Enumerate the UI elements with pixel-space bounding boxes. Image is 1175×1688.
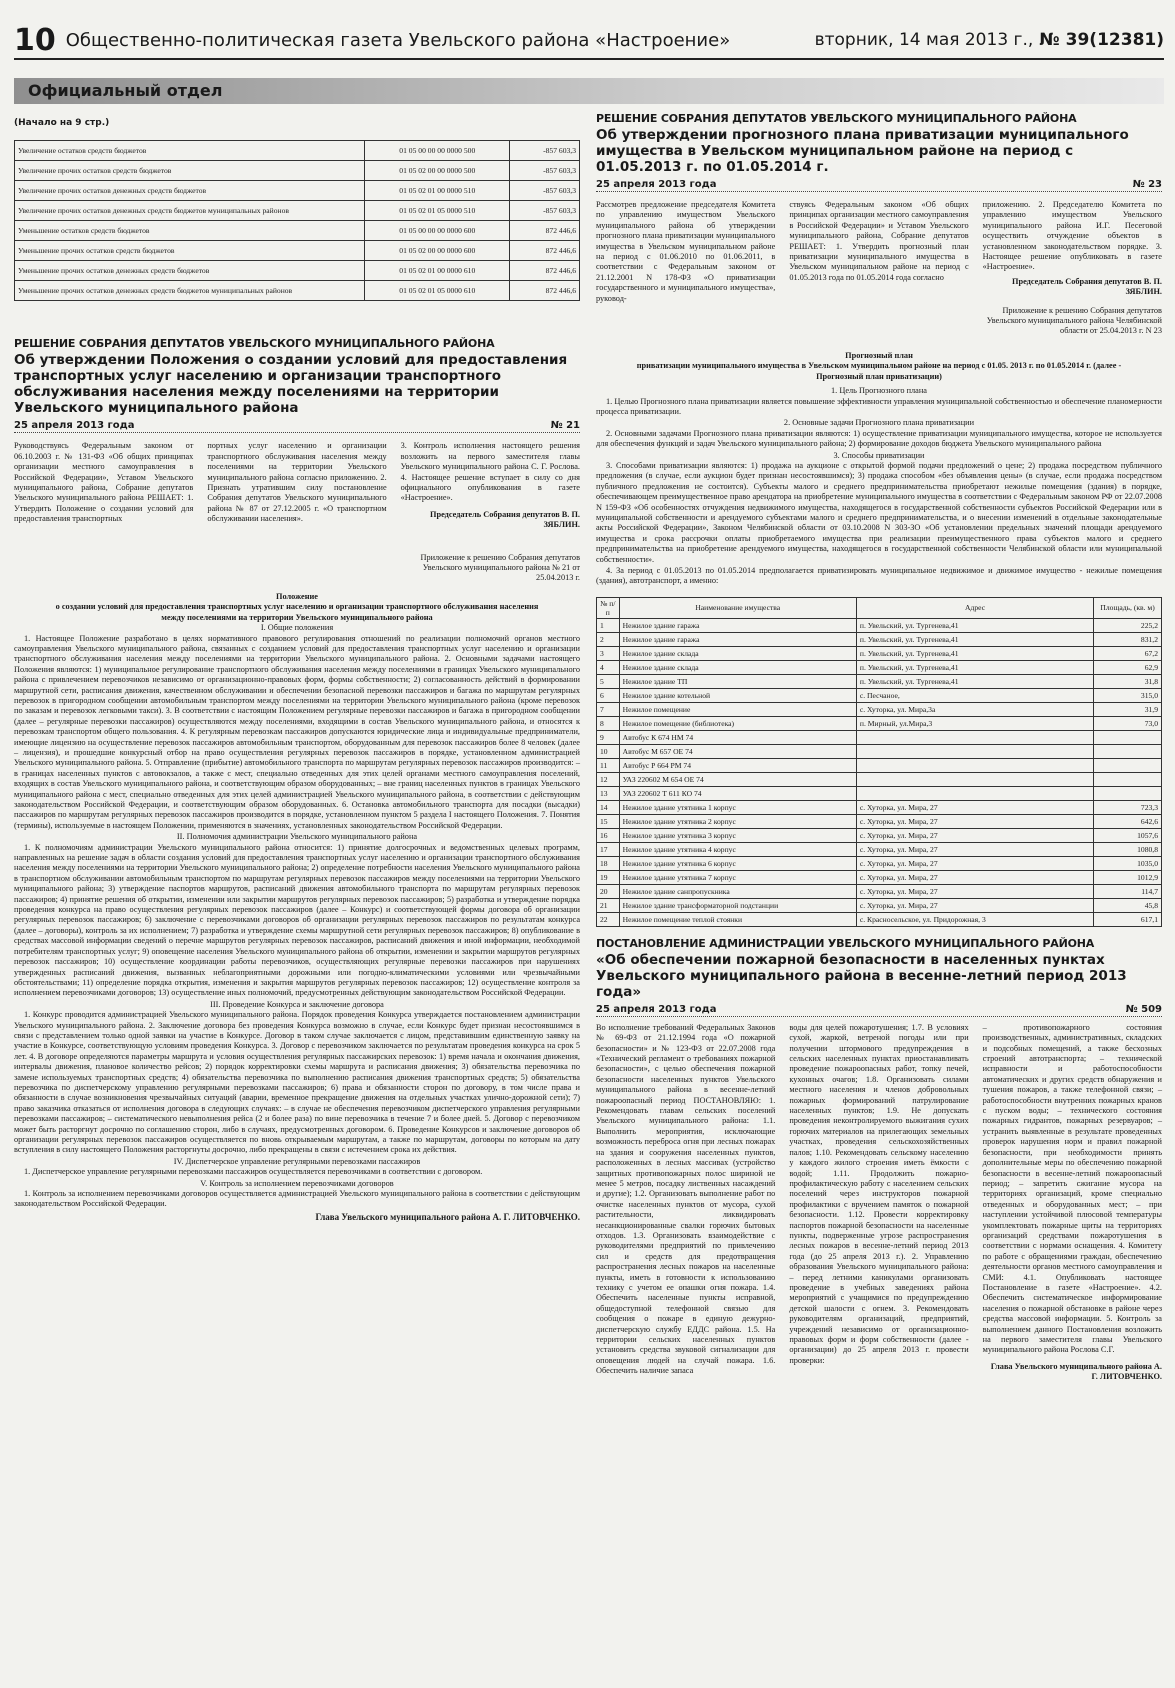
article-title: Об утверждении прогнозного плана приватизации муниципального имущества в Увельском муниципальном районе на период с 01.05.2013 г. по 01.05.2014 г. bbox=[596, 127, 1129, 175]
property-address: с. Красносельское, ул. Придорожная, 3 bbox=[856, 912, 1093, 926]
property-address bbox=[856, 786, 1093, 800]
plan-title: Прогнозный план bbox=[845, 350, 913, 360]
property-address: с. Хуторка, ул. Мира, 27 bbox=[856, 856, 1093, 870]
chapter-text bbox=[14, 1189, 580, 1210]
table-row bbox=[597, 898, 1162, 912]
article-dateline bbox=[14, 420, 580, 433]
row-number: 12 bbox=[597, 772, 620, 786]
table-row bbox=[597, 674, 1162, 688]
table-row bbox=[597, 618, 1162, 632]
page-number: 10 bbox=[14, 22, 56, 58]
table-row bbox=[15, 221, 580, 241]
regulation-title: Положение bbox=[276, 591, 318, 601]
property-name: Нежилое помещение (библиотека) bbox=[619, 716, 856, 730]
article-dateline bbox=[596, 179, 1162, 192]
budget-code: 01 05 02 00 00 0000 500 bbox=[365, 161, 510, 181]
table-row bbox=[597, 702, 1162, 716]
budget-code: 01 05 00 00 00 0000 500 bbox=[365, 141, 510, 161]
column-header: Адрес bbox=[856, 597, 1093, 618]
property-address: п. Увельский, ул. Тургенева,41 bbox=[856, 674, 1093, 688]
table-row bbox=[597, 632, 1162, 646]
plan-heading: 1. Цель Прогнозного плана bbox=[831, 386, 927, 396]
table-row bbox=[597, 646, 1162, 660]
table-row bbox=[597, 828, 1162, 842]
property-area: 642,6 bbox=[1094, 814, 1162, 828]
article-privatization bbox=[596, 112, 1162, 927]
property-name: Нежилое здание санпропускника bbox=[619, 884, 856, 898]
property-name: Автобус Р 664 РМ 74 bbox=[619, 758, 856, 772]
budget-table bbox=[14, 140, 580, 301]
property-area bbox=[1094, 758, 1162, 772]
row-number: 10 bbox=[597, 744, 620, 758]
table-row bbox=[15, 201, 580, 221]
appendix-note: Приложение к решению Собрания депутатов Увельского муниципального района № 21 от 25.04.2013 г. bbox=[420, 552, 580, 583]
article-body-col1: Руководствуясь Федеральным законом от 06.10.2003 г. № 131-ФЗ «Об общих принципах организации местного самоуправления в Российской Федерации», Уставом Увельского муниципального района, Собрание депутатов Увельского муниципального района РЕШАЕТ: 1. Утвердить Положение о создании условий для предоставления транспортных bbox=[14, 441, 194, 524]
property-name: Нежилое здание склада bbox=[619, 646, 856, 660]
row-number: 1 bbox=[597, 618, 620, 632]
article-body-col3: – противопожарного состояния производственных, административных, складских и подсобных помещений, а также бесхозных строений автотранспорта; – технической исправности и работоспособности автоматических и других средств обнаружения и тушения пожаров, а также телефонной связи; – работоспособности внутренних пожарных кранов с пуском воды; – технического состояния пожарных гидрантов, пожарных резервуаров; – устранить выявленные в результате проведенных проверок нарушения норм и правил пожарной безопасности, при необходимости принять дополнительные меры по обеспечению пожарной безопасности в весенне-летний пожароопасный период; – запретить сжигание мусора на территориях организаций, кроме специально отведенных и оборудованных мест; – при наступлении устойчивой плюсовой температуры укомплектовать пожарные щиты на территориях организаций средствами пожаротушения в соответствии с нормами оснащения. 4. Комитету по работе с обращениями граждан, обеспечению деятельности органов местного самоуправления и СМИ: 4.1. Опубликовать настоящее Постановление в газете «Настроение». 4.2. Обеспечить систематическое информирование населения о пожарной обстановке в районе через средства массовой информации. 5. Контроль за выполнением данного Постановления возложить на первого заместителя главы Увельского муниципального района Рослова С.Г. bbox=[982, 1022, 1162, 1355]
budget-amount: -857 603,3 bbox=[510, 161, 580, 181]
budget-item: Уменьшение прочих остатков средств бюджетов bbox=[15, 241, 365, 261]
property-area: 45,8 bbox=[1094, 898, 1162, 912]
property-name: Нежилое здание котельной bbox=[619, 688, 856, 702]
property-area: 617,1 bbox=[1094, 912, 1162, 926]
row-number: 2 bbox=[597, 632, 620, 646]
property-name: Нежилое здание гаража bbox=[619, 632, 856, 646]
property-address: п. Увельский, ул. Тургенева,41 bbox=[856, 660, 1093, 674]
paragraph: 1. Диспетчерское управление регулярными перевозками пассажиров осуществляется перевозчиками в соответствии с договором. bbox=[24, 1167, 483, 1177]
table-row bbox=[15, 241, 580, 261]
property-address: с. Песчаное, bbox=[856, 688, 1093, 702]
budget-item: Уменьшение остатков средств бюджетов bbox=[15, 221, 365, 241]
signature: Председатель Собрания депутатов В. П. ЗЯБЛИН. bbox=[430, 509, 580, 530]
chapter-text bbox=[14, 1167, 580, 1177]
column-header: № п/п bbox=[597, 597, 620, 618]
property-name: Нежилое здание утятника 2 корпус bbox=[619, 814, 856, 828]
property-table bbox=[596, 597, 1162, 927]
row-number: 11 bbox=[597, 758, 620, 772]
property-name: Автобус М 657 ОЕ 74 bbox=[619, 744, 856, 758]
property-address bbox=[856, 772, 1093, 786]
issue-date: вторник, 14 мая 2013 г., bbox=[814, 30, 1034, 50]
budget-item: Увеличение прочих остатков денежных средств бюджетов муниципальных районов bbox=[15, 201, 365, 221]
signature: Председатель Собрания депутатов В. П. ЗЯБЛИН. bbox=[1012, 276, 1162, 297]
table-row bbox=[597, 660, 1162, 674]
article-fire-safety bbox=[596, 937, 1162, 1383]
property-address: с. Хуторка, ул. Мира, 27 bbox=[856, 898, 1093, 912]
article-kicker: ПОСТАНОВЛЕНИЕ АДМИНИСТРАЦИИ УВЕЛЬСКОГО МУНИЦИПАЛЬНОГО РАЙОНА bbox=[596, 936, 1095, 950]
article-body-col2: ствуясь Федеральным законом «Об общих принципах организации местного самоуправления в Российской Федерации» и Уставом Увельского муниципального района, Собрание депутатов РЕШАЕТ: 1. Утвердить прогнозный план приватизации муниципального имущества в Увельском муниципальном районе на период с 01.05.2013 года по 01.05.2014 года согласно bbox=[789, 200, 969, 282]
row-number: 13 bbox=[597, 786, 620, 800]
budget-item: Увеличение остатков средств бюджетов bbox=[15, 141, 365, 161]
row-number: 19 bbox=[597, 870, 620, 884]
budget-amount: -857 603,3 bbox=[510, 201, 580, 221]
budget-amount: 872 446,6 bbox=[510, 261, 580, 281]
property-address: п. Увельский, ул. Тургенева,41 bbox=[856, 646, 1093, 660]
article-body-col2: воды для целей пожаротушения; 1.7. В условиях сухой, жаркой, ветреной погоды или при получении штормового предупреждения в сельских населенных пунктах приостанавливать проведение пожароопасных работ, топку печей, кухонных очагов; 1.8. Организовать силами местного населения и членов добровольных пожарных формирований патрулирование населенных пунктов; 1.9. Не допускать проведения неконтролируемого выжигания сухих горючих материалов на прилегающих земельных участках, проведения сельскохозяйственных палов; 1.10. Рекомендовать сельскому населению у каждого жилого строения иметь ёмкости с водой; 1.11. Продолжить пожарно-профилактическую работу с населением сельских поселений через инструкторов пожарной профилактики с вручением памяток о пожарной безопасности. 1.12. Провести корректировку паспортов пожарной безопасности на населенные пункты, подверженные угрозе распространения лесных пожаров в весенне-летний период 2013 года (до 25 апреля 2013 г.). 2. Управлению образования Увельского муниципального района: – перед летними каникулами организовать проведение в учебных заведениях района мероприятий с учащимися по предупреждению детской шалости с огнем. 3. Рекомендовать руководителям организаций, предприятий, учреждений независимо от организационно-правовых форм и форм собственности (далее - организации) до 25 апреля 2013 г. провести проверки: bbox=[789, 1022, 969, 1365]
budget-item: Увеличение прочих остатков средств бюджетов bbox=[15, 161, 365, 181]
page-header bbox=[14, 22, 1164, 60]
row-number: 14 bbox=[597, 800, 620, 814]
property-area: 831,2 bbox=[1094, 632, 1162, 646]
property-area: 1012,9 bbox=[1094, 870, 1162, 884]
row-number: 21 bbox=[597, 898, 620, 912]
plan-text bbox=[596, 429, 1162, 450]
chapter-heading: IV. Диспетчерское управление регулярными перевозками пассажиров bbox=[173, 1156, 421, 1166]
article-title: «Об обеспечении пожарной безопасности в населенных пунктах Увельского муниципального района в весенне-летний период 2013 года» bbox=[596, 951, 1127, 1000]
article-transport bbox=[14, 337, 580, 1221]
table-row bbox=[597, 870, 1162, 884]
table-row bbox=[597, 688, 1162, 702]
plan-heading: 2. Основные задачи Прогнозного плана приватизации bbox=[783, 418, 975, 428]
row-number: 17 bbox=[597, 842, 620, 856]
article-date: 25 апреля 2013 года bbox=[596, 179, 717, 190]
newspaper-title: Общественно-политическая газета Увельского района «Настроение» bbox=[65, 29, 731, 51]
property-area: 67,2 bbox=[1094, 646, 1162, 660]
table-row bbox=[15, 281, 580, 301]
property-name: Нежилое здание утятника 7 корпус bbox=[619, 870, 856, 884]
property-address bbox=[856, 744, 1093, 758]
budget-code: 01 05 02 01 05 0000 610 bbox=[365, 281, 510, 301]
property-address bbox=[856, 758, 1093, 772]
property-address: с. Хуторка, ул. Мира,3а bbox=[856, 702, 1093, 716]
budget-amount: -857 603,3 bbox=[510, 181, 580, 201]
article-date: 25 апреля 2013 года bbox=[14, 420, 135, 432]
table-row bbox=[597, 814, 1162, 828]
property-address: п. Увельский, ул. Тургенева,41 bbox=[856, 632, 1093, 646]
property-area: 31,9 bbox=[1094, 702, 1162, 716]
budget-code: 01 05 02 01 05 0000 510 bbox=[365, 201, 510, 221]
property-name: Нежилое здание утятника 6 корпус bbox=[619, 856, 856, 870]
chapter-text bbox=[14, 843, 580, 999]
property-area: 62,9 bbox=[1094, 660, 1162, 674]
article-number: № 21 bbox=[550, 420, 580, 432]
paragraph: 1. К полномочиям администрации Увельского муниципального района относится: 1) принятие долгосрочных и ведомственных целевых программ, направленных на решение задач в области создания условий для предоставления транспортных услуг населению и организации транспортного обслуживания населения между поселениями на территории Увельского муниципального района; 2) определение потребности населения Увельского муниципального района в транспортном обслуживании автомобильным транспортом по маршрутам регулярных перевозок пассажиров между поселениями на территории Увельского муниципального района; 3) утверждение паспортов маршрутов, расписаний движения автомобильного транспорта по маршрутам регулярных перевозок пассажиров; 4) принятие решения об открытии, изменении или закрытии маршрутов регулярных перевозок пассажиров; 5) разработка и утверждение порядка проведения конкурса на право осуществления регулярных перевозок пассажиров (далее – Конкурс) и соответствующей формы договора об организации регулярных перевозок пассажиров; 6) заключение с перевозчиками договоров об организации регулярных перевозок пассажиров по результатам конкурса (далее – договоры), контроль за их исполнением; 7) разработка и утверждение схемы маршрутной сети регулярных перевозок пассажиров; 8) опубликование в средствах массовой информации сведений о перечне маршрутов регулярных перевозок пассажиров, расписаний движения и иной информации, необходимой потребителям транспортных услуг; 9) оповещение населения Увельского муниципального района об открытии, изменении и закрытии маршрутов регулярных перевозок пассажиров; 10) осуществление координации работы перевозчиков, осуществляющих регулярные перевозки пассажиров при нарушениях утвержденных расписаний движения, вызванных неблагоприятными дорожными или погодно-климатическими условиями или чрезвычайными обстоятельствами; 11) определение порядка открытия, изменения и закрытия маршрутов регулярных перевозок пассажиров; 12) осуществление контроля за исполнением перевозчиками договоров; 13) осуществление иных полномочий, предусмотренных действующим законодательством Российской Федерации. bbox=[14, 842, 580, 998]
paragraph: 1. Контроль за исполнением перевозчиками договоров осуществляется администрацией Увельского муниципального района в соответствии с действующим законодательством Российской Федерации. bbox=[14, 1189, 580, 1209]
section-title: Официальный отдел bbox=[28, 81, 223, 100]
article-body-col1: Во исполнение требований Федеральных Законов № 69-ФЗ от 21.12.1994 года «О пожарной безопасности» и № 123-ФЗ от 22.07.2008 года «Технический регламент о требованиях пожарной безопасности», с целью обеспечения пожарной безопасности населенных пунктов Увельского муниципального района в весенне-летний пожароопасный период ПОСТАНОВЛЯЮ: 1. Рекомендовать главам сельских поселений Увельского муниципального района: 1.1. Выполнить мероприятия, исключающие возможность переброса огня при лесных пожарах на здания и сооружения населенных пунктов, расположенных в лесных массивах (устройство защитных противопожарных полос шириной не менее 5 метров, посадку лиственных насаждений и другие); 1.2. Организовать выполнение работ по очистке населенных пунктов от мусора, сухой растительности, ликвидировать несанкционированные свалки горючих бытовых отходов. 1.3. Организовать взаимодействие с руководителями предприятий по привлечению сил и средств для предотвращения распространения лесных пожаров на населенные пункты, иметь в готовности к использованию технику с учетом ее опашки огня пожара. 1.4. Обеспечить населенные пункты исправной, общедоступной телефонной связью для сообщения о пожаре в единую дежурно-диспетчерскую службу ЕДДС района. 1.5. На территории сельских населенных пунктов установить средства звуковой сигнализации для оповещения людей на случай пожара. 1.6. Обеспечить наличие запаса bbox=[596, 1022, 776, 1376]
property-address: с. Хуторка, ул. Мира, 27 bbox=[856, 884, 1093, 898]
row-number: 8 bbox=[597, 716, 620, 730]
table-row bbox=[597, 758, 1162, 772]
budget-amount: 872 446,6 bbox=[510, 221, 580, 241]
paragraph: 2. Основными задачами Прогнозного плана приватизации являются: 1) осуществление приватизации муниципального имущества, которое не используется для обеспечения функций и задач Увельского муниципального района; 2) формирование доходов бюджета Увельского муниципального района bbox=[596, 428, 1162, 449]
property-name: Нежилое помещение bbox=[619, 702, 856, 716]
budget-amount: 872 446,6 bbox=[510, 241, 580, 261]
row-number: 22 bbox=[597, 912, 620, 926]
article-kicker: РЕШЕНИЕ СОБРАНИЯ ДЕПУТАТОВ УВЕЛЬСКОГО МУНИЦИПАЛЬНОГО РАЙОНА bbox=[596, 112, 1077, 125]
property-area: 31,8 bbox=[1094, 674, 1162, 688]
article-kicker: РЕШЕНИЕ СОБРАНИЯ ДЕПУТАТОВ УВЕЛЬСКОГО МУНИЦИПАЛЬНОГО РАЙОНА bbox=[14, 337, 495, 351]
property-area: 225,2 bbox=[1094, 618, 1162, 632]
row-number: 15 bbox=[597, 814, 620, 828]
property-name: Нежилое здание утятника 3 корпус bbox=[619, 828, 856, 842]
plan-text bbox=[596, 461, 1162, 587]
property-name: Нежилое здание ТП bbox=[619, 674, 856, 688]
table-row bbox=[597, 856, 1162, 870]
paragraph: 4. За период с 01.05.2013 по 01.05.2014 предполагается приватизировать муниципальное недвижимое и движимое имущество - нежилые помещения (здания), автотранспорт, а именно: bbox=[596, 566, 1162, 586]
chapter-heading: III. Проведение Конкурса и заключение договора bbox=[210, 999, 384, 1009]
article-dateline bbox=[596, 1004, 1162, 1017]
paragraph: 3. Способами приватизации являются: 1) продажа на аукционе с открытой формой подачи предложений о цене; 2) продажа посредством публичного предложения (в случае, если аукцион будет признан несостоявшимся); 3) продажа способом «без объявления цены» (в случае, если продажа посредством публичного предложения не состоится). Субъекты малого и среднего предпринимательства приобретают нежилые помещения (здания) в порядке, обеспечивающем преимущественное право арендатора на приобретение муниципального имущества в соответствии с Федеральным законом РФ от 22.07.2008 N 159-ФЗ «Об особенностях отчуждения недвижимого имущества, находящегося в государственной собственности субъектов Российской Федерации или в муниципальной собственности и арендуемого субъектами малого и среднего предпринимательства, и о внесении изменений в отдельные законодательные акты Российской Федерации», Законом Челябинской области от 03.10.2008 N 303-ЗО «Об установлении предельных значений площади арендуемого имущества и срока рассрочки оплаты приобретаемого имущества при реализации преимущественного права субъектов малого и среднего предпринимательства на приобретение арендуемого имущества, находящегося в государственной собственности Челябинской области или муниципальной собственности». bbox=[596, 460, 1162, 564]
article-title: Об утверждении Положения о создании условий для предоставления транспортных услуг населению и организации транспортного обслуживания населения между поселениями на территории Увельского муниципального района bbox=[14, 352, 568, 417]
property-name: Нежилое помещение теплой стоянки bbox=[619, 912, 856, 926]
table-row bbox=[597, 786, 1162, 800]
row-number: 18 bbox=[597, 856, 620, 870]
final-signature: Глава Увельского муниципального района А. Г. ЛИТОВЧЕНКО. bbox=[315, 1211, 580, 1222]
table-row bbox=[597, 884, 1162, 898]
property-name: Нежилое здание трансформаторной подстанции bbox=[619, 898, 856, 912]
budget-amount: 872 446,6 bbox=[510, 281, 580, 301]
chapter-heading: V. Контроль за исполнением перевозчиками договоров bbox=[200, 1178, 394, 1188]
property-area: 723,3 bbox=[1094, 800, 1162, 814]
table-row bbox=[597, 772, 1162, 786]
article-date: 25 апреля 2013 года bbox=[596, 1003, 717, 1015]
row-number: 20 bbox=[597, 884, 620, 898]
property-area: 73,0 bbox=[1094, 716, 1162, 730]
column-header: Площадь, (кв. м) bbox=[1094, 597, 1162, 618]
table-row bbox=[15, 261, 580, 281]
issue-number: № 39(12381) bbox=[1039, 30, 1164, 50]
property-name: Нежилое здание гаража bbox=[619, 618, 856, 632]
table-row bbox=[597, 800, 1162, 814]
property-address: п. Увельский, ул. Тургенева,41 bbox=[856, 618, 1093, 632]
plan-heading: 3. Способы приватизации bbox=[833, 450, 925, 460]
property-area bbox=[1094, 786, 1162, 800]
property-area bbox=[1094, 772, 1162, 786]
table-row bbox=[597, 744, 1162, 758]
row-number: 16 bbox=[597, 828, 620, 842]
paragraph: 1. Целью Прогнозного плана приватизации является повышение эффективности управления муниципальной собственностью и обеспечение планомерности процесса приватизации. bbox=[596, 396, 1162, 416]
property-area bbox=[1094, 730, 1162, 744]
property-name: Нежилое здание утятника 4 корпус bbox=[619, 842, 856, 856]
article-body-col3: приложению. 2. Председателю Комитета по управлению имуществом Увельского муниципального района И.Г. Песеговой осуществить отчуждение объектов в установленном законодательством порядке. 3. Настоящее решение опубликовать в газете «Настроение». bbox=[982, 200, 1162, 272]
chapter-heading: I. Общие положения bbox=[260, 623, 334, 633]
left-column bbox=[14, 118, 580, 1222]
property-name: Автобус К 674 НМ 74 bbox=[619, 730, 856, 744]
paragraph: 1. Настоящее Положение разработано в целях нормативного правового регулирования отношений по реализации полномочий органов местного самоуправления Увельского муниципального района, связанных с созданием условий для предоставления транспортных услуг населению и организации транспортного обслуживания населения между поселениями на территории Увельского муниципального района. 2. Основными задачами настоящего Положения являются: 1) муниципальное регулирование транспортного обслуживания населения между поселениями в границах Увельского муниципального района с привлечением перевозчиков независимо от организационно-правовых форм, формы собственности; 2) согласованность действий в формировании маршрутной сети, расписания движения, качественном обслуживании и обеспечении безопасной перевозки пассажиров и багажа по маршрутам регулярных перевозок в пригородном сообщении автомобильным транспортом между поселениями на территории Увельского муниципального района (кроме перевозок по заказам и перевозок легковыми такси). 3. В соответствии с настоящим Положением регулярные перевозки пассажиров и багажа в пригородном сообщении (далее – регулярные перевозки пассажиров) осуществляются между поселениями, входящими в состав Увельского муниципального района, и относятся к перевозкам транспортом общего пользования. 4. К регулярным перевозкам пассажиров допускаются юридические лица и индивидуальные предприниматели, имеющие лицензию на осуществление перевозок пассажиров автомобильным транспортом, оборудованным для перевозок пассажиров более 8 человек (далее – лицензия), и прошедшие конкурсный отбор на право осуществления регулярных перевозок пассажиров в порядке, установленном администрацией Увельского муниципального района. 5. Отправление (прибытие) автомобильного транспорта по маршрутам регулярных перевозок пассажиров производится: – в границах населенных пунктов с автовокзалов, а также с мест, специально отведенных для этих целей органами местного самоуправления поселений, входящих в состав Увельского муниципального района, и соответствующим образом оборудованных; – вне границ населенных пунктов в границах Увельского муниципального района с мест, специально отведенных для этих целей администрацией Увельского муниципального района, в соответствии с действующим законодательством Российской Федерации, и соответствующим образом оборудованных. 6. Остановка автомобильного транспорта для посадки (высадки) пассажиров по маршрутам регулярных перевозок пассажиров производится в порядке, установленном пунктом 5 раздела I настоящего Положения. 7. Понятия (термины), используемые в настоящем Положении, применяются в значениях, установленных законодательством Российской Федерации. bbox=[14, 633, 580, 830]
property-area: 1035,0 bbox=[1094, 856, 1162, 870]
table-row bbox=[597, 912, 1162, 926]
budget-code: 01 05 00 00 00 0000 600 bbox=[365, 221, 510, 241]
budget-item: Уменьшение прочих остатков денежных средств бюджетов муниципальных районов bbox=[15, 281, 365, 301]
right-column bbox=[596, 112, 1162, 1383]
appendix-note: Приложение к решению Собрания депутатов Увельского муниципального района Челябинской области от 25.04.2013 г. N 23 bbox=[986, 305, 1162, 336]
table-row bbox=[597, 842, 1162, 856]
budget-code: 01 05 02 01 00 0000 510 bbox=[365, 181, 510, 201]
section-banner bbox=[14, 78, 1164, 104]
property-address: п. Мирный, ул.Мира,3 bbox=[856, 716, 1093, 730]
budget-code: 01 05 02 01 00 0000 610 bbox=[365, 261, 510, 281]
column-header: Наименование имущества bbox=[619, 597, 856, 618]
article-number: № 509 bbox=[1125, 1003, 1162, 1015]
table-row bbox=[15, 181, 580, 201]
property-area: 1057,6 bbox=[1094, 828, 1162, 842]
budget-code: 01 05 02 00 00 0000 600 bbox=[365, 241, 510, 261]
property-name: УАЗ 220602 М 654 ОЕ 74 bbox=[619, 772, 856, 786]
table-row bbox=[597, 716, 1162, 730]
row-number: 3 bbox=[597, 646, 620, 660]
plan-subtitle: приватизации муниципального имущества в Увельском муниципальном районе на период с 01.05. 2013 г. по 01.05.2014 г. (далее - Прогнозный план приватизации) bbox=[636, 361, 1122, 381]
property-area: 315,0 bbox=[1094, 688, 1162, 702]
property-area: 114,7 bbox=[1094, 884, 1162, 898]
property-name: Нежилое здание утятника 1 корпус bbox=[619, 800, 856, 814]
property-area bbox=[1094, 744, 1162, 758]
row-number: 7 bbox=[597, 702, 620, 716]
chapter-text bbox=[14, 1010, 580, 1156]
row-number: 4 bbox=[597, 660, 620, 674]
budget-amount: -857 603,3 bbox=[510, 141, 580, 161]
plan-text bbox=[596, 397, 1162, 418]
paragraph: 1. Конкурс проводится администрацией Увельского муниципального района. Порядок проведения Конкурса утверждается постановлением администрации Увельского муниципального района. 2. Заключение договора без проведения Конкурса возможно в случае, если Конкурс будет признан несостоявшимся в связи с представлением только одной заявки на участие в Конкурсе. Договор в таком случае заключается с лицом, представившим единственную заявку на участие в Конкурсе, соответствующую условиям проведения Конкурса. 3. Договор с перевозчиком заключается по результатам проведения конкурса на срок 5 лет. 4. В договоре определяются параметры маршрута и условия осуществления регулярных пассажирских перевозок: 1) время начала и окончания движения, интервалы движения, плановое количество рейсов; 2) порядок корректировки схемы маршрута и расписания движения; 3) обязательства перевозчика по замене используемых транспортных средств; 4) обязательства перевозчика по выполнению расписания движения транспортных средств; 5) обязательства перевозчика по диспетчерскому управлению регулярными перевозками пассажиров; 6) права и обязанности сторон по договору, в том числе права и обязанности в случае возникновения чрезвычайных ситуаций (аварии, временное прекращение движения на отдельных участках улично-дорожной сети); 7) право заказчика отказаться от исполнения договора в следующих случаях: – в случае не обеспечения перевозчиком диспетчерского управления регулярными перевозками пассажиров; – систематического невыполнения рейса (2 и более раза) по вине перевозчика в течение 7 и более дней. 5. Договор с перевозчиком может быть расторгнут досрочно по соглашению сторон, либо в случаях, предусмотренных договором. 6. Проведение Конкурсов и заключение договоров об организации регулярных перевозок пассажиров осуществляется по вновь открываемым маршрутам, а также по маршрутам, договоры по которым на дату вступления в силу настоящего Положения расторгнуты досрочно, либо прекращены в связи с истечением срока их действия. bbox=[14, 1010, 580, 1155]
table-row bbox=[15, 161, 580, 181]
chapter-heading: II. Полномочия администрации Увельского муниципального района bbox=[176, 832, 418, 842]
property-address: с. Хуторка, ул. Мира, 27 bbox=[856, 828, 1093, 842]
budget-item: Увеличение прочих остатков денежных средств бюджетов bbox=[15, 181, 365, 201]
row-number: 6 bbox=[597, 688, 620, 702]
property-name: УАЗ 220602 Т 611 КО 74 bbox=[619, 786, 856, 800]
regulation-subtitle: о создании условий для предоставления транспортных услуг населению и организации транспортного обслуживания населения между поселениями на территории Увельского муниципального района bbox=[55, 602, 539, 622]
property-address: с. Хуторка, ул. Мира, 27 bbox=[856, 870, 1093, 884]
article-body-col3: 3. Контроль исполнения настоящего решения возложить на первого заместителя главы Увельского муниципального района С. Г. Рослова. 4. Настоящее решение вступает в силу со дня официального опубликования в газете «Настроение». bbox=[400, 441, 580, 503]
article-body-col2: портных услуг населению и организации транспортного обслуживания населения между поселениями на территории Увельского муниципального района согласно приложению. 2. Признать утратившим силу постановление Собрания депутатов Увельского муниципального района № 87 от 27.12.2005 г. «О транспортном обслуживании населения». bbox=[207, 441, 387, 524]
signature: Глава Увельского муниципального района А. Г. ЛИТОВЧЕНКО. bbox=[990, 1361, 1162, 1382]
property-area: 1080,8 bbox=[1094, 842, 1162, 856]
article-body-col1: Рассмотрев предложение председателя Комитета по управлению имуществом Увельского муниципального района об утверждении прогнозного плана приватизации муниципального имущества в Увельском муниципальном районе на период с 01.06.2010 по 01.06.2011, в соответствии с Федеральным законом от 21.12.2001 N 178-ФЗ «О приватизации государственного и муниципального имущества», руковод- bbox=[596, 200, 776, 303]
continued-note: (Начало на 9 стр.) bbox=[14, 118, 110, 128]
property-address: с. Хуторка, ул. Мира, 27 bbox=[856, 800, 1093, 814]
property-name: Нежилое здание склада bbox=[619, 660, 856, 674]
row-number: 9 bbox=[597, 730, 620, 744]
property-address: с. Хуторка, ул. Мира, 27 bbox=[856, 842, 1093, 856]
chapter-text bbox=[14, 634, 580, 832]
property-address bbox=[856, 730, 1093, 744]
budget-item: Уменьшение прочих остатков денежных средств бюджетов bbox=[15, 261, 365, 281]
table-row bbox=[597, 730, 1162, 744]
property-address: с. Хуторка, ул. Мира, 27 bbox=[856, 814, 1093, 828]
table-row bbox=[15, 141, 580, 161]
row-number: 5 bbox=[597, 674, 620, 688]
article-number: № 23 bbox=[1132, 179, 1162, 190]
